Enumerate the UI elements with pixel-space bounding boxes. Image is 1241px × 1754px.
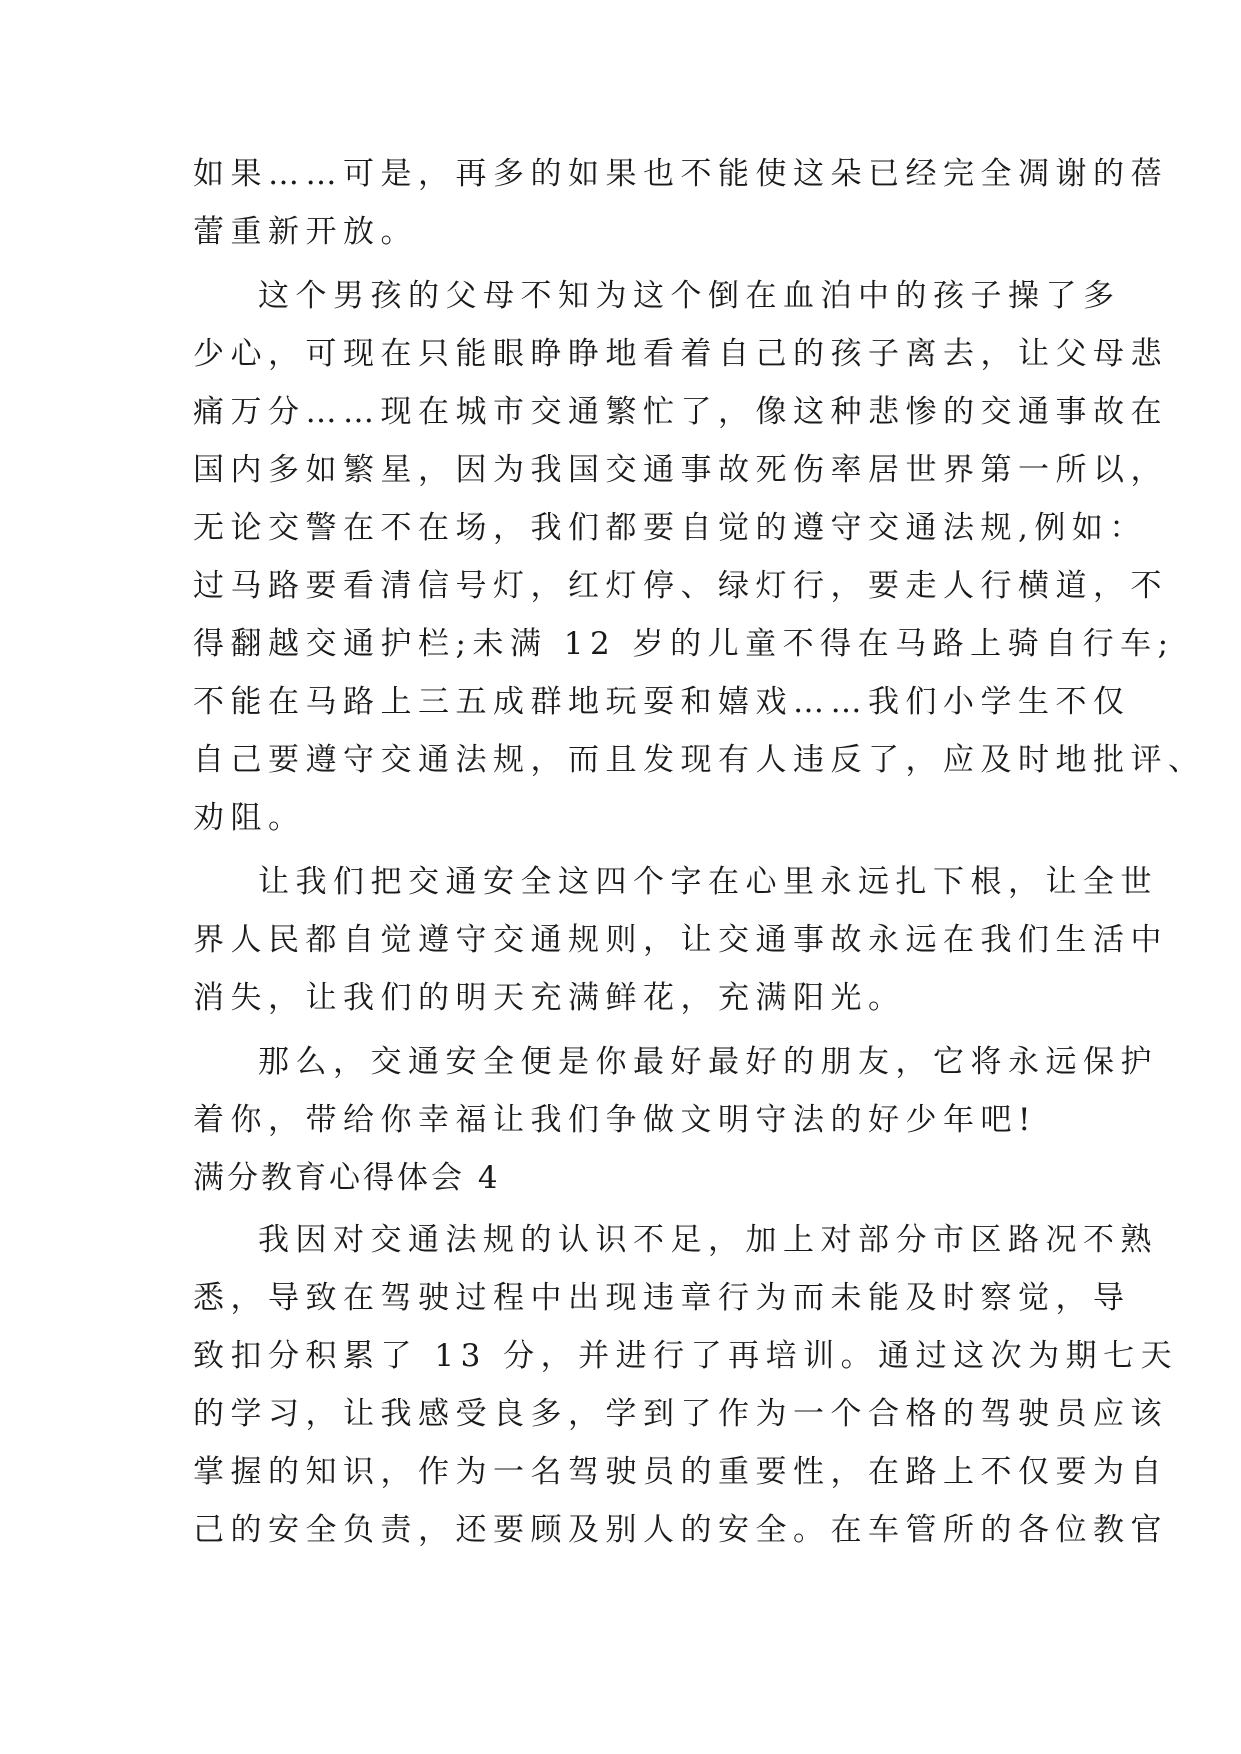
text-line: 得翻越交通护栏;未满 12 岁的儿童不得在马路上骑自行车;	[193, 626, 1175, 662]
text-line: 这个男孩的父母不知为这个倒在血泊中的孩子操了多	[258, 278, 1121, 314]
text-line: 蕾重新开放。	[193, 214, 418, 250]
section-heading: 满分教育心得体会 4	[193, 1160, 501, 1196]
text-line: 致扣分积累了 13 分，并进行了再培训。通过这次为期七天	[193, 1338, 1179, 1374]
text-line: 痛万分……现在城市交通繁忙了，像这种悲惨的交通事故在	[193, 394, 1168, 430]
text-line: 己的安全负责，还要顾及别人的安全。在车管所的各位教官	[193, 1512, 1168, 1548]
text-line: 劝阻。	[193, 800, 306, 836]
text-line: 的学习，让我感受良多，学到了作为一个合格的驾驶员应该	[193, 1396, 1168, 1432]
text-line: 不能在马路上三五成群地玩耍和嬉戏……我们小学生不仅	[193, 684, 1131, 720]
text-line: 自己要遵守交通法规，而且发现有人违反了，应及时地批评、	[193, 742, 1206, 778]
text-line: 悉，导致在驾驶过程中出现违章行为而未能及时察觉，导	[193, 1280, 1131, 1316]
text-line: 如果……可是，再多的如果也不能使这朵已经完全凋谢的蓓	[193, 156, 1168, 192]
text-line: 过马路要看清信号灯，红灯停、绿灯行，要走人行横道，不	[193, 568, 1168, 604]
text-line: 那么，交通安全便是你最好最好的朋友，它将永远保护	[258, 1044, 1158, 1080]
text-line: 着你，带给你幸福让我们争做文明守法的好少年吧!	[193, 1102, 1037, 1138]
text-line: 让我们把交通安全这四个字在心里永远扎下根，让全世	[258, 864, 1158, 900]
text-line: 消失，让我们的明天充满鲜花，充满阳光。	[193, 980, 906, 1016]
text-line: 无论交警在不在场，我们都要自觉的遵守交通法规,例如：	[193, 510, 1147, 546]
text-line: 国内多如繁星，因为我国交通事故死伤率居世界第一所以，	[193, 452, 1168, 488]
text-line: 掌握的知识，作为一名驾驶员的重要性，在路上不仅要为自	[193, 1454, 1168, 1490]
text-line: 界人民都自觉遵守交通规则，让交通事故永远在我们生活中	[193, 922, 1168, 958]
text-line: 少心，可现在只能眼睁睁地看着自己的孩子离去，让父母悲	[193, 336, 1168, 372]
text-line: 我因对交通法规的认识不足，加上对部分市区路况不熟	[258, 1222, 1158, 1258]
